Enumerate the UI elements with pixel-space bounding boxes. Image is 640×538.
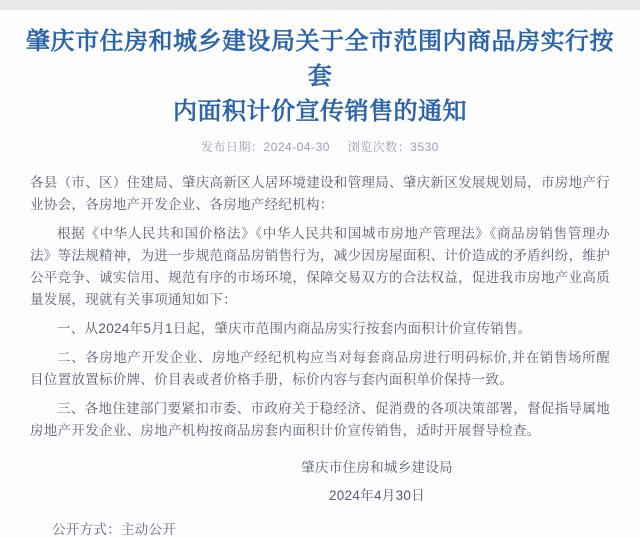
publish-date-value: 2024-04-30	[263, 140, 330, 154]
signature-date: 2024年4月30日	[328, 488, 426, 503]
notice-meta	[0, 138, 640, 155]
disclosure-method-label: 公开方式：	[52, 522, 121, 537]
disclosure-method-line	[0, 518, 640, 538]
notice-body	[30, 172, 610, 442]
disclosure-method-value: 主动公开	[121, 522, 177, 537]
notice-title-line1: 肇庆市住房和城乡建设局关于全市范围内商品房实行按套	[26, 28, 614, 90]
notice-paragraph-item2: 二、各房地产开发企业、房地产经纪机构应当对每套商品房进行明码标价,并在销售场所醒目位置放置标价牌、价目表或者价格手册，标价内容与套内面积单价保持一致。	[30, 350, 610, 387]
view-count	[348, 140, 439, 154]
notice-title-line2: 内面积计价宣传销售的通知	[173, 98, 467, 125]
signature-block	[114, 457, 640, 507]
notice-paragraph-preamble: 根据《中华人民共和国价格法》《中华人民共和国城市房地产管理法》《商品房销售管理办法》等法规精神，为进一步规范商品房销售行为，减少因房屋面积、计价造成的矛盾纠纷，维护公平竞争、诚实信用、规范有序的市场环境，保障交易双方的合法权益，促进我市房地产业高质量发展，现就有关事项通知如下：	[30, 226, 610, 307]
notice-paragraph-item3: 三、各地住建部门要紧扣市委、市政府关于稳经济、促消费的各项决策部署，督促指导属地房地产开发企业、房地产机构按商品房套内面积计价宣传销售，适时开展督导检查。	[30, 401, 610, 438]
signature-org: 肇庆市住房和城乡建设局	[301, 460, 453, 475]
view-count-label: 浏览次数：	[347, 140, 411, 154]
publish-date	[201, 140, 330, 154]
view-count-value: 3530	[410, 140, 439, 154]
notice-paragraph-item1: 一、从2024年5月1日起，肇庆市范围内商品房实行按套内面积计价宣传销售。	[57, 321, 532, 336]
page-top-strip	[0, 0, 640, 10]
notice-title	[20, 24, 620, 129]
notice-paragraph-salutation: 各县（市、区）住建局、肇庆高新区人居环境建设和管理局、肇庆新区发展规划局，市房地产行业协会，各房地产开发企业、各房地产经纪机构：	[30, 175, 610, 212]
publish-date-label: 发布日期：	[201, 140, 264, 154]
